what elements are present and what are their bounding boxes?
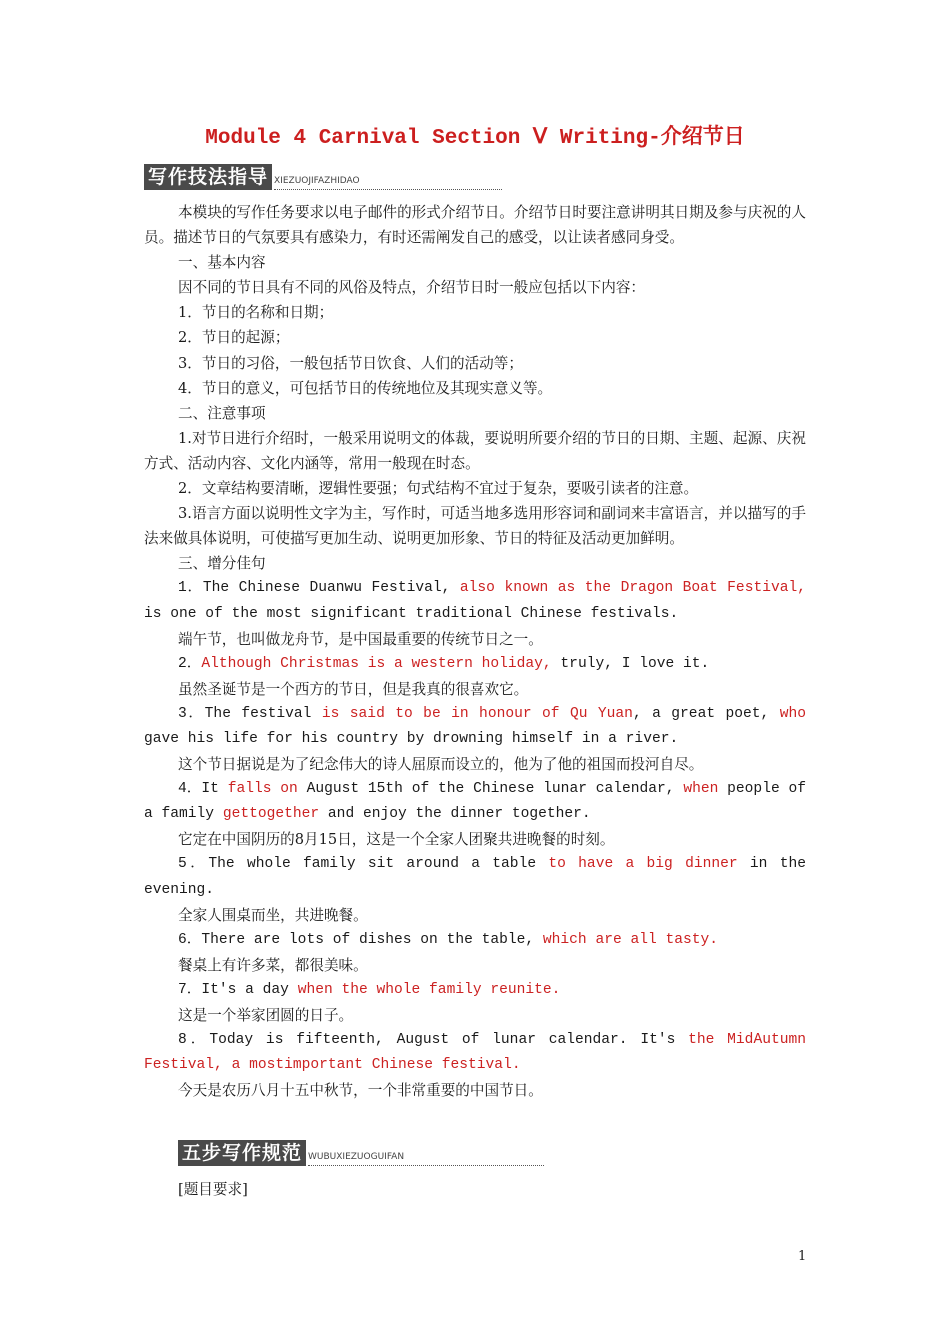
sentence-english: 6．There are lots of dishes on the table, which are all tasty.: [178, 931, 719, 948]
section1-heading: 一、基本内容: [178, 254, 266, 272]
section1-item: 3．节日的习俗，一般包括节日饮食、人们的活动等；: [178, 354, 523, 372]
section-banner-five-steps: [178, 1136, 544, 1166]
page-number: 1: [798, 1249, 807, 1264]
task-section: [144, 1177, 806, 1202]
page-title: Module 4 Carnival Section Ⅴ Writing-介绍节日: [205, 127, 745, 150]
section3-heading: 三、增分佳句: [178, 555, 266, 573]
section2-heading: 二、注意事项: [178, 404, 266, 422]
section1-lead: 因不同的节日具有不同的风俗及特点，介绍节日时一般应包括以下内容：: [178, 279, 646, 297]
section1-item: 4．节日的意义，可包括节日的传统地位及其现实意义等。: [178, 379, 553, 397]
sentence-english: 5．The whole family sit around a table to have a big dinner in the evening.: [144, 856, 806, 898]
section1-item: 1．节日的名称和日期；: [178, 304, 334, 322]
section-banner-writing-skills: [144, 160, 502, 190]
banner-label: 写作技法指导: [144, 164, 272, 190]
task-label: [题目要求]: [178, 1181, 248, 1198]
sentence-english: 3．The festival is said to be in honour of Qu Yuan, a great poet, who gave his life for his country by drowning himself in a river.: [144, 705, 806, 747]
sentence-english: 4．It falls on August 15th of the Chinese lunar calendar, when people of a family gettogether and enjoy the dinner together.: [144, 781, 807, 823]
section2-item: 3.语言方面以说明性文字为主，写作时，可适当地多选用形容词和副词来丰富语言，并以描写的手法来做具体说明，可使描写更加生动、说明更加形象、节日的特征及活动更加鲜明。: [144, 505, 806, 548]
sentence-chinese: 全家人围桌而坐，共进晚餐。: [178, 906, 368, 924]
sentence-chinese: 这是一个举家团圆的日子。: [178, 1007, 354, 1024]
sentence-english: 1．The Chinese Duanwu Festival, also known as the Dragon Boat Festival, is one of the most significant traditional Chinese festivals.: [144, 580, 806, 622]
section2-item: 1.对节日进行介绍时，一般采用说明文的体裁，要说明所要介绍的节日的日期、主题、起源、庆祝方式、活动内容、文化内涵等，常用一般现在时态。: [144, 429, 806, 472]
sentence-english: 2．Although Christmas is a western holiday, truly, I love it.: [178, 655, 710, 672]
banner-pinyin: XIEZUOJIFAZHIDAO: [274, 176, 502, 190]
banner-pinyin: WUBUXIEZUOGUIFAN: [308, 1152, 544, 1166]
section1-item: 2．节日的起源；: [178, 329, 290, 347]
sentence-english: 8．Today is fifteenth, August of lunar calendar. It's the MidAutumn Festival, a mostimportant Chinese festival.: [144, 1032, 806, 1074]
sentence-chinese: 这个节日据说是为了纪念伟大的诗人屈原而设立的，他为了他的祖国而投河自尽。: [178, 756, 704, 774]
sentence-chinese: 它定在中国阴历的8月15日，这是一个全家人团聚共进晚餐的时刻。: [178, 831, 615, 849]
sentence-english: 7．It's a day when the whole family reunite.: [178, 981, 561, 998]
sentence-chinese: 今天是农历八月十五中秋节，一个非常重要的中国节日。: [178, 1082, 543, 1100]
main-content: [144, 200, 806, 1103]
banner-label: 五步写作规范: [178, 1140, 306, 1166]
sentence-chinese: 餐桌上有许多菜，都很美味。: [178, 956, 368, 974]
intro-paragraph: 本模块的写作任务要求以电子邮件的形式介绍节日。介绍节日时要注意讲明其日期及参与庆祝的人员。描述节日的气氛要具有感染力，有时还需阐发自己的感受，以让读者感同身受。: [144, 204, 806, 247]
section2-item: 2．文章结构要清晰，逻辑性要强；句式结构不宜过于复杂，要吸引读者的注意。: [178, 480, 699, 498]
sentence-chinese: 虽然圣诞节是一个西方的节日，但是我真的很喜欢它。: [178, 680, 529, 698]
sentence-chinese: 端午节，也叫做龙舟节，是中国最重要的传统节日之一。: [178, 630, 543, 648]
